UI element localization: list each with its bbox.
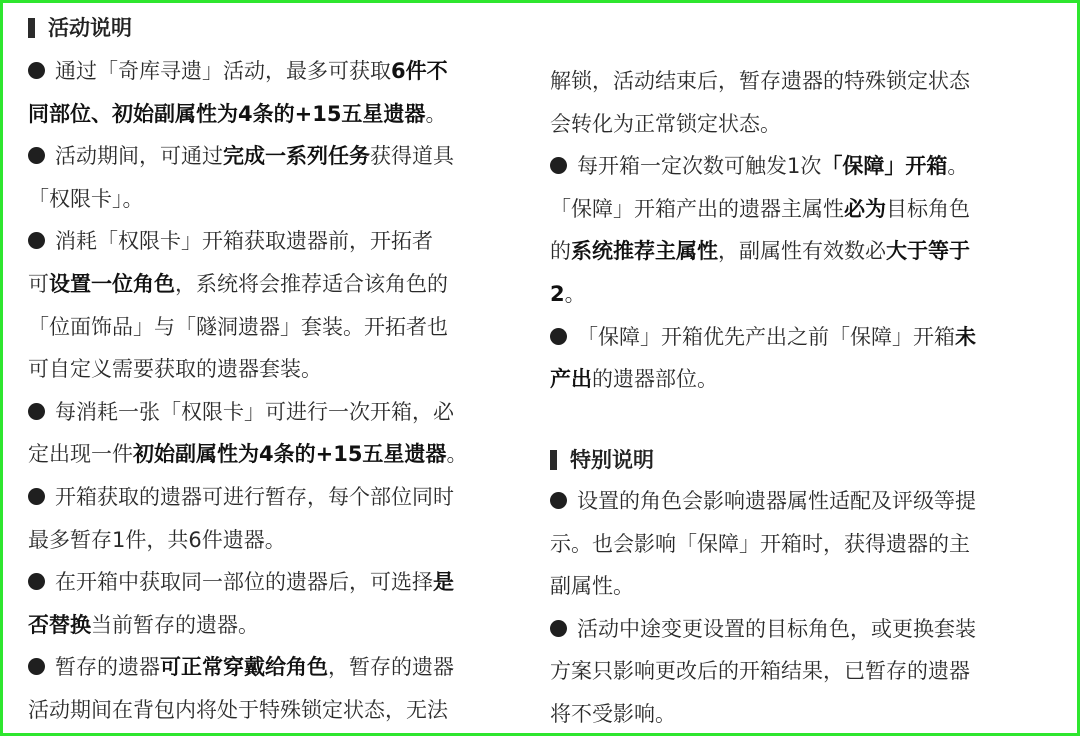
bullet-icon [28,573,45,590]
text-segment: 。 [446,442,468,467]
bold-text: 必为 [844,196,886,221]
text-segment: 「位面饰品」与「隧洞遗器」套装。开拓者也 [28,314,448,339]
text-segment: 会转化为正常锁定状态。 [550,111,781,136]
text-segment: 「权限卡」。 [28,186,144,211]
text-line [28,357,322,381]
bold-text: 「保障」开箱 [821,154,948,179]
text-segment: ，系统将会推荐适合该角色的 [175,272,448,296]
text-segment: 「保障」开箱优先产出之前「保障」开箱 [577,324,955,349]
bullet-icon [28,147,45,164]
text-segment: 开箱获取的遗器可进行暂存，每个部位同时 [55,485,454,509]
text-line [550,69,970,93]
text-line [550,617,976,641]
bold-text: 否替换 [28,612,91,637]
bullet-icon [28,488,45,505]
text-segment: 定出现一件 [28,442,133,467]
heading-text: 活动说明 [48,16,132,40]
text-line [28,187,144,211]
bullet-icon [550,328,567,345]
text-line [28,272,448,296]
text-segment: 每消耗一张「权限卡」可进行一次开箱，必 [55,399,454,424]
text-line [550,659,970,683]
text-segment: 获得道具 [370,144,454,169]
bullet-icon [550,620,567,637]
text-segment: 最多暂存1件，共6件遗器。 [28,527,286,552]
heading-text: 特别说明 [570,448,654,472]
bullet-icon [28,403,45,420]
text-segment: 目标角色 [886,196,970,221]
text-segment: 当前暂存的遗器。 [91,612,259,637]
text-line [28,59,448,83]
text-line [550,282,586,306]
text-line [550,702,676,726]
activity-description-heading [28,16,132,40]
text-line [550,489,976,513]
text-line [28,442,467,466]
bold-text: 系统推荐主属性 [571,239,718,264]
text-line [550,367,718,391]
bold-text: 未 [955,324,976,349]
text-segment: 设置的角色会影响遗器属性适配及评级等提 [577,489,976,513]
text-segment: ，暂存的遗器 [328,655,454,680]
text-segment: 暂存的遗器 [55,655,160,680]
heading-bar-icon [550,450,557,470]
text-line [28,400,454,424]
text-line [28,485,454,509]
text-segment: 活动期间在背包内将处于特殊锁定状态，无法 [28,698,448,722]
text-line [28,229,433,253]
bold-text: 是 [433,570,454,595]
text-segment: 。 [564,282,586,306]
text-line [28,655,454,679]
text-segment: 的遗器部位。 [592,367,718,392]
bullet-icon [28,62,45,79]
text-line [28,102,446,126]
text-segment: 副属性。 [550,574,634,599]
bold-text: 同部位、初始副属性为4条的+15五星遗器 [28,101,426,126]
text-segment: 解锁，活动结束后，暂存遗器的特殊锁定状态 [550,69,970,93]
text-line [28,528,286,552]
bold-text: 大于等于 [886,239,970,264]
text-segment: 。 [425,101,447,126]
text-line [550,239,970,263]
text-line [550,574,634,598]
text-segment: 每开箱一定次数可触发1次 [577,154,822,179]
text-segment: 「保障」开箱产出的遗器主属性 [550,196,844,221]
text-line [550,154,968,178]
bold-text: 完成一系列任务 [223,144,370,169]
bold-text: 6件不 [391,59,448,83]
bullet-icon [550,157,567,174]
text-segment: 。 [947,154,969,179]
bullet-icon [28,232,45,249]
text-segment: 在开箱中获取同一部位的遗器后，可选择 [55,570,433,595]
text-line [28,315,448,339]
text-segment: 活动期间，可通过 [55,144,223,169]
text-line [28,144,454,168]
bold-text: 2 [550,282,565,306]
text-segment: 通过「奇库寻遗」活动，最多可获取 [55,59,391,83]
bullet-icon [28,658,45,675]
bold-text: 设置一位角色 [49,272,175,296]
text-segment: 示。也会影响「保障」开箱时，获得遗器的主 [550,531,970,556]
text-segment: ，副属性有效数必 [718,239,886,264]
text-line [550,532,970,556]
text-segment: 消耗「权限卡」开箱获取遗器前，开拓者 [55,229,433,254]
heading-bar-icon [28,18,35,38]
text-line [28,613,259,637]
bold-text: 初始副属性为4条的+15五星遗器 [133,442,447,467]
text-segment: 的 [550,239,571,264]
text-line [28,698,448,722]
text-line [550,325,976,349]
text-line [550,112,781,136]
text-line [550,197,970,221]
text-segment: 可自定义需要获取的遗器套装。 [28,357,322,382]
bullet-icon [550,492,567,509]
bold-text: 产出 [550,367,592,392]
bold-text: 可正常穿戴给角色 [160,655,328,680]
text-segment: 方案只影响更改后的开箱结果，已暂存的遗器 [550,659,970,684]
text-segment: 活动中途变更设置的目标角色，或更换套装 [577,616,976,641]
special-notes-heading [550,448,654,472]
text-line [28,570,454,594]
text-segment: 可 [28,272,49,296]
text-segment: 将不受影响。 [550,702,676,726]
